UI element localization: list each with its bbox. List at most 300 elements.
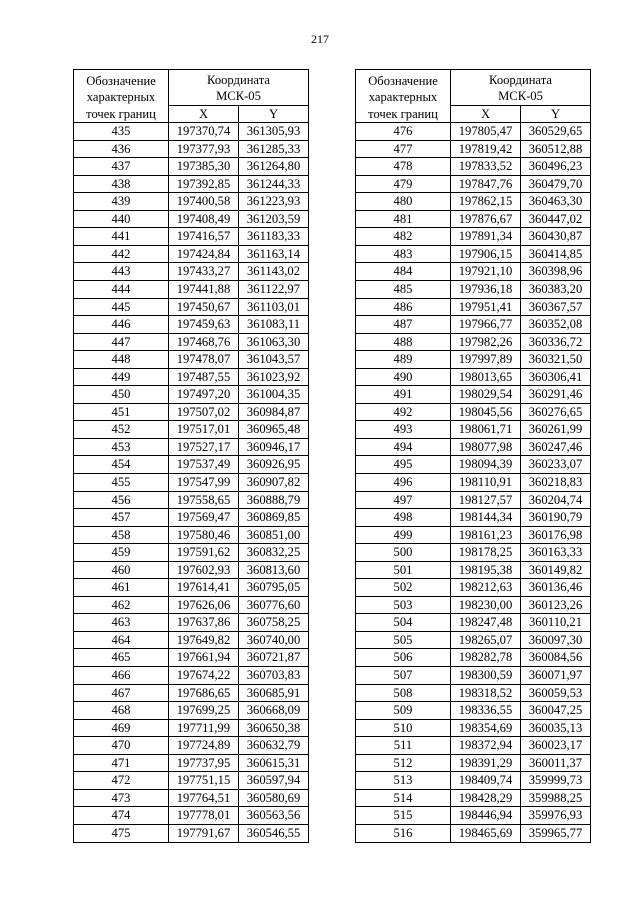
y-coordinate-cell: 360352,08 [521, 316, 591, 334]
table-row [356, 193, 591, 211]
x-coordinate-cell: 197547,99 [169, 474, 239, 492]
x-coordinate-cell: 198077,98 [451, 438, 521, 456]
point-number-cell: 451 [74, 403, 169, 421]
x-coordinate-cell: 198409,74 [451, 772, 521, 790]
point-number-cell: 496 [356, 474, 451, 492]
x-coordinate-cell: 198247,48 [451, 614, 521, 632]
table-row [356, 561, 591, 579]
y-coordinate-cell: 360597,94 [239, 772, 309, 790]
x-coordinate-cell: 197614,41 [169, 579, 239, 597]
x-coordinate-cell: 197424,84 [169, 245, 239, 263]
y-coordinate-cell: 360851,00 [239, 526, 309, 544]
coordinate-system: МСК-05 [216, 89, 261, 104]
x-coordinate-cell: 197507,02 [169, 403, 239, 421]
point-number-cell: 452 [74, 421, 169, 439]
point-number-cell: 479 [356, 175, 451, 193]
x-coordinate-cell: 197400,58 [169, 193, 239, 211]
table-row [356, 140, 591, 158]
x-coordinate-cell: 198195,38 [451, 561, 521, 579]
x-coordinate-cell: 197377,93 [169, 140, 239, 158]
point-number-cell: 448 [74, 351, 169, 369]
table-row [356, 175, 591, 193]
point-label-line: Обозначение [368, 74, 438, 88]
table-row [356, 316, 591, 334]
y-coordinate-cell: 360261,99 [521, 421, 591, 439]
y-column-header: Y [521, 105, 591, 122]
y-coordinate-cell: 361183,33 [239, 228, 309, 246]
table-row [74, 210, 309, 228]
table-row [356, 351, 591, 369]
y-coordinate-cell: 360668,09 [239, 702, 309, 720]
y-coordinate-cell: 360336,72 [521, 333, 591, 351]
point-number-cell: 494 [356, 438, 451, 456]
y-coordinate-cell: 360071,97 [521, 667, 591, 685]
table-row [356, 544, 591, 562]
coordinate-title: Координата [207, 73, 270, 87]
y-coordinate-cell: 360110,21 [521, 614, 591, 632]
x-coordinate-cell: 197724,89 [169, 737, 239, 755]
point-number-cell: 495 [356, 456, 451, 474]
table-row [356, 807, 591, 825]
table-row [74, 719, 309, 737]
x-coordinate-cell: 198045,56 [451, 403, 521, 421]
x-coordinate-cell: 198144,34 [451, 509, 521, 527]
table-row [74, 316, 309, 334]
table-row [356, 456, 591, 474]
x-coordinate-cell: 197982,26 [451, 333, 521, 351]
x-coordinate-cell: 197791,67 [169, 824, 239, 842]
y-coordinate-cell: 361264,80 [239, 158, 309, 176]
point-number-cell: 503 [356, 596, 451, 614]
point-label-header [74, 70, 169, 123]
y-coordinate-cell: 359976,93 [521, 807, 591, 825]
y-coordinate-cell: 361004,35 [239, 386, 309, 404]
y-coordinate-cell: 360414,85 [521, 245, 591, 263]
point-number-cell: 475 [74, 824, 169, 842]
point-number-cell: 480 [356, 193, 451, 211]
x-coordinate-cell: 198094,39 [451, 456, 521, 474]
y-coordinate-cell: 360276,65 [521, 403, 591, 421]
x-coordinate-cell: 198013,65 [451, 368, 521, 386]
point-number-cell: 515 [356, 807, 451, 825]
point-number-cell: 498 [356, 509, 451, 527]
table-row [74, 158, 309, 176]
point-number-cell: 443 [74, 263, 169, 281]
table-row [356, 228, 591, 246]
table-row [74, 824, 309, 842]
point-number-cell: 505 [356, 631, 451, 649]
x-coordinate-cell: 198127,57 [451, 491, 521, 509]
coordinate-header [451, 70, 591, 106]
y-coordinate-cell: 360907,82 [239, 474, 309, 492]
point-number-cell: 489 [356, 351, 451, 369]
point-number-cell: 468 [74, 702, 169, 720]
table-row [74, 789, 309, 807]
x-coordinate-cell: 197487,55 [169, 368, 239, 386]
table-row [356, 158, 591, 176]
table-row [356, 210, 591, 228]
x-coordinate-cell: 197497,20 [169, 386, 239, 404]
point-number-cell: 466 [74, 667, 169, 685]
x-coordinate-cell: 197626,06 [169, 596, 239, 614]
table-row [74, 544, 309, 562]
y-coordinate-cell: 359999,73 [521, 772, 591, 790]
table-row [74, 631, 309, 649]
y-coordinate-cell: 359965,77 [521, 824, 591, 842]
table-row [74, 754, 309, 772]
point-number-cell: 436 [74, 140, 169, 158]
table-row [356, 298, 591, 316]
y-coordinate-cell: 360463,30 [521, 193, 591, 211]
point-number-cell: 471 [74, 754, 169, 772]
x-coordinate-cell: 198282,78 [451, 649, 521, 667]
x-coordinate-cell: 197385,30 [169, 158, 239, 176]
point-number-cell: 501 [356, 561, 451, 579]
point-label-line: характерных [86, 90, 156, 105]
x-coordinate-cell: 198428,29 [451, 789, 521, 807]
y-column-header: Y [239, 105, 309, 122]
point-label-line: характерных [368, 90, 438, 105]
x-coordinate-cell: 197370,74 [169, 123, 239, 141]
table-row [356, 509, 591, 527]
table-row [74, 386, 309, 404]
table-row [356, 702, 591, 720]
x-coordinate-cell: 197591,62 [169, 544, 239, 562]
table-row [356, 403, 591, 421]
y-coordinate-cell: 360946,17 [239, 438, 309, 456]
y-coordinate-cell: 360097,30 [521, 631, 591, 649]
y-coordinate-cell: 360291,46 [521, 386, 591, 404]
table-row [74, 649, 309, 667]
table-row [356, 474, 591, 492]
y-coordinate-cell: 361143,02 [239, 263, 309, 281]
y-coordinate-cell: 360529,65 [521, 123, 591, 141]
x-coordinate-cell: 198336,55 [451, 702, 521, 720]
table-row [74, 491, 309, 509]
x-coordinate-cell: 197819,42 [451, 140, 521, 158]
x-coordinate-cell: 197468,76 [169, 333, 239, 351]
point-number-cell: 476 [356, 123, 451, 141]
table-row [356, 772, 591, 790]
y-coordinate-cell: 360721,87 [239, 649, 309, 667]
x-coordinate-cell: 198029,54 [451, 386, 521, 404]
y-coordinate-cell: 360123,26 [521, 596, 591, 614]
page-number: 217 [311, 32, 329, 46]
point-number-cell: 467 [74, 684, 169, 702]
point-number-cell: 484 [356, 263, 451, 281]
point-number-cell: 486 [356, 298, 451, 316]
x-coordinate-cell: 197951,41 [451, 298, 521, 316]
x-coordinate-cell: 197416,57 [169, 228, 239, 246]
point-number-cell: 478 [356, 158, 451, 176]
y-coordinate-cell: 360233,07 [521, 456, 591, 474]
point-number-cell: 447 [74, 333, 169, 351]
x-coordinate-cell: 198161,23 [451, 526, 521, 544]
table-row [356, 614, 591, 632]
table-row [356, 684, 591, 702]
y-coordinate-cell: 360190,79 [521, 509, 591, 527]
y-coordinate-cell: 360795,05 [239, 579, 309, 597]
table-row [356, 491, 591, 509]
y-coordinate-cell: 360011,37 [521, 754, 591, 772]
y-coordinate-cell: 360813,60 [239, 561, 309, 579]
point-number-cell: 508 [356, 684, 451, 702]
point-number-cell: 465 [74, 649, 169, 667]
point-label-line: точек границ [368, 106, 438, 121]
point-number-cell: 513 [356, 772, 451, 790]
point-number-cell: 458 [74, 526, 169, 544]
y-coordinate-cell: 360247,46 [521, 438, 591, 456]
y-coordinate-cell: 361103,01 [239, 298, 309, 316]
point-label-line: Обозначение [86, 74, 156, 88]
y-coordinate-cell: 361122,97 [239, 281, 309, 299]
table-row [356, 123, 591, 141]
y-coordinate-cell: 360965,48 [239, 421, 309, 439]
table-row [74, 474, 309, 492]
point-number-cell: 441 [74, 228, 169, 246]
point-number-cell: 442 [74, 245, 169, 263]
y-coordinate-cell: 360703,83 [239, 667, 309, 685]
x-coordinate-cell: 198265,07 [451, 631, 521, 649]
y-coordinate-cell: 360176,98 [521, 526, 591, 544]
x-coordinate-cell: 197433,27 [169, 263, 239, 281]
point-number-cell: 435 [74, 123, 169, 141]
table-row [74, 702, 309, 720]
x-coordinate-cell: 197686,65 [169, 684, 239, 702]
point-number-cell: 450 [74, 386, 169, 404]
x-coordinate-cell: 197847,76 [451, 175, 521, 193]
table-row [356, 368, 591, 386]
coordinates-table-left [73, 69, 309, 843]
x-coordinate-cell: 197906,15 [451, 245, 521, 263]
y-coordinate-cell: 360832,25 [239, 544, 309, 562]
table-row [74, 351, 309, 369]
y-coordinate-cell: 360869,85 [239, 509, 309, 527]
x-coordinate-cell: 197392,85 [169, 175, 239, 193]
y-coordinate-cell: 360059,53 [521, 684, 591, 702]
point-number-cell: 438 [74, 175, 169, 193]
table-row [356, 421, 591, 439]
point-number-cell: 512 [356, 754, 451, 772]
y-coordinate-cell: 360496,23 [521, 158, 591, 176]
point-number-cell: 516 [356, 824, 451, 842]
x-coordinate-cell: 197921,10 [451, 263, 521, 281]
x-coordinate-cell: 197649,82 [169, 631, 239, 649]
point-number-cell: 506 [356, 649, 451, 667]
y-coordinate-cell: 360479,70 [521, 175, 591, 193]
point-number-cell: 485 [356, 281, 451, 299]
table-row [356, 438, 591, 456]
x-coordinate-cell: 198354,69 [451, 719, 521, 737]
point-number-cell: 481 [356, 210, 451, 228]
table-row [74, 123, 309, 141]
table-row [356, 824, 591, 842]
x-coordinate-cell: 198110,91 [451, 474, 521, 492]
point-number-cell: 453 [74, 438, 169, 456]
point-number-cell: 459 [74, 544, 169, 562]
point-number-cell: 487 [356, 316, 451, 334]
table-row [74, 228, 309, 246]
table-row [74, 561, 309, 579]
y-coordinate-cell: 361244,33 [239, 175, 309, 193]
y-coordinate-cell: 360398,96 [521, 263, 591, 281]
table-row [74, 175, 309, 193]
y-coordinate-cell: 359988,25 [521, 789, 591, 807]
x-coordinate-cell: 197558,65 [169, 491, 239, 509]
table-row [74, 298, 309, 316]
y-coordinate-cell: 360136,46 [521, 579, 591, 597]
x-coordinate-cell: 197478,07 [169, 351, 239, 369]
x-coordinate-cell: 198446,94 [451, 807, 521, 825]
table-row [356, 719, 591, 737]
table-row [356, 667, 591, 685]
y-coordinate-cell: 360563,56 [239, 807, 309, 825]
y-coordinate-cell: 361083,11 [239, 316, 309, 334]
table-row [74, 509, 309, 527]
point-number-cell: 511 [356, 737, 451, 755]
y-coordinate-cell: 360321,50 [521, 351, 591, 369]
y-coordinate-cell: 360023,17 [521, 737, 591, 755]
x-coordinate-cell: 197737,95 [169, 754, 239, 772]
x-column-header: X [169, 105, 239, 122]
x-coordinate-cell: 197408,49 [169, 210, 239, 228]
table-row [74, 281, 309, 299]
coordinate-header [169, 70, 309, 106]
y-coordinate-cell: 361223,93 [239, 193, 309, 211]
y-coordinate-cell: 360149,82 [521, 561, 591, 579]
point-number-cell: 446 [74, 316, 169, 334]
table-row [74, 526, 309, 544]
x-coordinate-cell: 197637,86 [169, 614, 239, 632]
x-coordinate-cell: 197936,18 [451, 281, 521, 299]
y-coordinate-cell: 360615,31 [239, 754, 309, 772]
x-coordinate-cell: 197764,51 [169, 789, 239, 807]
table-row [74, 368, 309, 386]
point-number-cell: 439 [74, 193, 169, 211]
x-coordinate-cell: 197602,93 [169, 561, 239, 579]
table-row [74, 333, 309, 351]
table-row [356, 579, 591, 597]
point-number-cell: 463 [74, 614, 169, 632]
point-number-cell: 469 [74, 719, 169, 737]
y-coordinate-cell: 360984,87 [239, 403, 309, 421]
point-number-cell: 464 [74, 631, 169, 649]
x-column-header: X [451, 105, 521, 122]
table-row [356, 789, 591, 807]
point-number-cell: 483 [356, 245, 451, 263]
y-coordinate-cell: 360740,00 [239, 631, 309, 649]
y-coordinate-cell: 361163,14 [239, 245, 309, 263]
table-row [74, 772, 309, 790]
point-number-cell: 455 [74, 474, 169, 492]
x-coordinate-cell: 198391,29 [451, 754, 521, 772]
table-row [356, 737, 591, 755]
coordinate-system: МСК-05 [498, 89, 543, 104]
x-coordinate-cell: 197527,17 [169, 438, 239, 456]
y-coordinate-cell: 360580,69 [239, 789, 309, 807]
x-coordinate-cell: 198212,63 [451, 579, 521, 597]
y-coordinate-cell: 361305,93 [239, 123, 309, 141]
x-coordinate-cell: 197862,15 [451, 193, 521, 211]
y-coordinate-cell: 360447,02 [521, 210, 591, 228]
table-row [74, 596, 309, 614]
y-coordinate-cell: 360776,60 [239, 596, 309, 614]
point-label-header [356, 70, 451, 123]
y-coordinate-cell: 361203,59 [239, 210, 309, 228]
x-coordinate-cell: 197517,01 [169, 421, 239, 439]
table-row [74, 807, 309, 825]
x-coordinate-cell: 198178,25 [451, 544, 521, 562]
point-number-cell: 502 [356, 579, 451, 597]
point-number-cell: 456 [74, 491, 169, 509]
table-row [356, 596, 591, 614]
y-coordinate-cell: 360218,83 [521, 474, 591, 492]
y-coordinate-cell: 360035,13 [521, 719, 591, 737]
x-coordinate-cell: 198230,00 [451, 596, 521, 614]
x-coordinate-cell: 198061,71 [451, 421, 521, 439]
point-number-cell: 444 [74, 281, 169, 299]
x-coordinate-cell: 198318,52 [451, 684, 521, 702]
x-coordinate-cell: 197580,46 [169, 526, 239, 544]
y-coordinate-cell: 360084,56 [521, 649, 591, 667]
x-coordinate-cell: 197661,94 [169, 649, 239, 667]
table-row [74, 403, 309, 421]
point-number-cell: 437 [74, 158, 169, 176]
point-number-cell: 482 [356, 228, 451, 246]
table-row [74, 140, 309, 158]
x-coordinate-cell: 197699,25 [169, 702, 239, 720]
table-row [74, 614, 309, 632]
x-coordinate-cell: 197966,77 [451, 316, 521, 334]
table-row [356, 386, 591, 404]
table-row [356, 245, 591, 263]
table-row [74, 193, 309, 211]
y-coordinate-cell: 360163,33 [521, 544, 591, 562]
point-number-cell: 449 [74, 368, 169, 386]
x-coordinate-cell: 197537,49 [169, 456, 239, 474]
y-coordinate-cell: 361023,92 [239, 368, 309, 386]
table-row [356, 631, 591, 649]
x-coordinate-cell: 197711,99 [169, 719, 239, 737]
point-number-cell: 493 [356, 421, 451, 439]
y-coordinate-cell: 360632,79 [239, 737, 309, 755]
x-coordinate-cell: 198465,69 [451, 824, 521, 842]
point-number-cell: 445 [74, 298, 169, 316]
table-row [74, 245, 309, 263]
y-coordinate-cell: 360650,38 [239, 719, 309, 737]
y-coordinate-cell: 360685,91 [239, 684, 309, 702]
y-coordinate-cell: 360926,95 [239, 456, 309, 474]
x-coordinate-cell: 197997,89 [451, 351, 521, 369]
point-number-cell: 472 [74, 772, 169, 790]
table-row [74, 667, 309, 685]
point-number-cell: 473 [74, 789, 169, 807]
point-number-cell: 440 [74, 210, 169, 228]
table-row [356, 281, 591, 299]
table-row [74, 421, 309, 439]
x-coordinate-cell: 198300,59 [451, 667, 521, 685]
table-row [74, 263, 309, 281]
table-row [356, 333, 591, 351]
table-body [356, 123, 591, 842]
point-number-cell: 509 [356, 702, 451, 720]
table-row [74, 438, 309, 456]
table-row [356, 649, 591, 667]
point-number-cell: 507 [356, 667, 451, 685]
point-number-cell: 488 [356, 333, 451, 351]
y-coordinate-cell: 361285,33 [239, 140, 309, 158]
point-number-cell: 457 [74, 509, 169, 527]
